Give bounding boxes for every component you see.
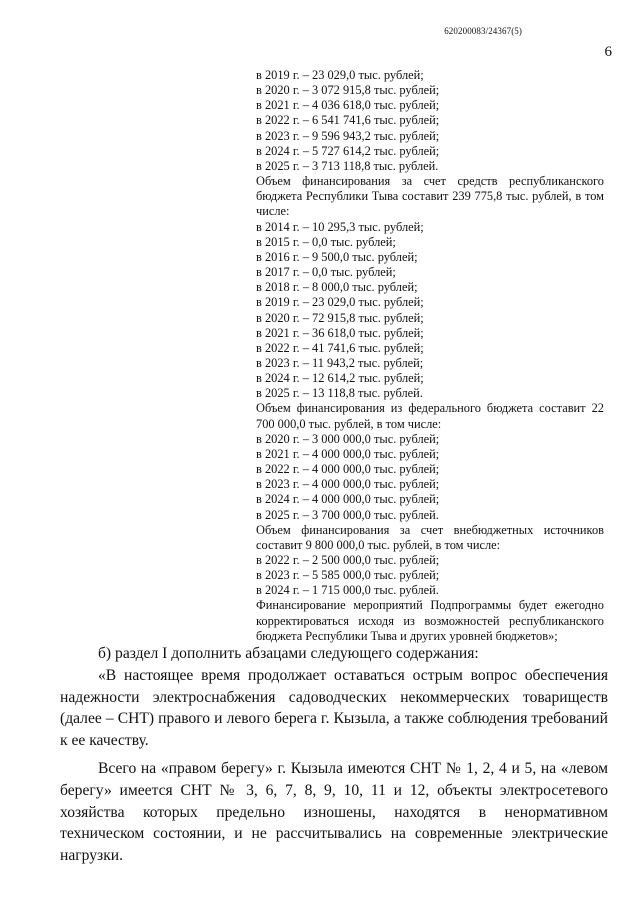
document-id: 620200083/24367(5) — [444, 26, 522, 36]
year-amount-line: в 2020 г. – 3 072 915,8 тыс. рублей; — [256, 83, 440, 98]
year-amount-line: в 2024 г. – 1 715 000,0 тыс. рублей. — [256, 583, 439, 598]
paragraph-snt-list: Всего на «правом берегу» г. Кызыла имеются СНТ № 1, 2, 4 и 5, на «левом берегу» имеется СНТ № 3, 6, 7, 8, 9, 10, 11 и 12, объекты электросетевого хозяйства которых предельно изношены, находятся в ненормативном техническом состоянии, и не рассчитывались на современные электрические нагрузки. — [60, 759, 608, 865]
year-amount-line: в 2020 г. – 72 915,8 тыс. рублей; — [256, 310, 424, 325]
year-amount-line: в 2021 г. – 36 618,0 тыс. рублей; — [256, 325, 424, 340]
year-amount-line: в 2023 г. – 4 000 000,0 тыс. рублей; — [256, 477, 440, 492]
year-amount-line: в 2022 г. – 4 000 000,0 тыс. рублей; — [256, 462, 440, 477]
extrabudgetary-intro: Объем финансирования за счет внебюджетных источников составит 9 800 000,0 тыс. рублей, в том числе: — [256, 522, 604, 552]
year-amount-line: в 2019 г. – 23 029,0 тыс. рублей; — [256, 295, 424, 310]
year-amount-line: в 2025 г. – 13 118,8 тыс. рублей. — [256, 386, 423, 401]
item-b-heading: б) раздел I дополнить абзацами следующего содержания: — [98, 645, 479, 662]
year-amount-line: в 2022 г. – 6 541 741,6 тыс. рублей; — [256, 113, 440, 128]
extrabudgetary-years-list — [256, 553, 604, 598]
year-amount-line: в 2024 г. – 4 000 000,0 тыс. рублей; — [256, 492, 440, 507]
regional-years-list — [256, 220, 604, 402]
year-amount-line: в 2017 г. – 0,0 тыс. рублей; — [256, 265, 396, 280]
year-amount-line: в 2018 г. – 8 000,0 тыс. рублей; — [256, 280, 418, 295]
year-amount-line: в 2023 г. – 9 596 943,2 тыс. рублей; — [256, 128, 440, 143]
year-amount-line: в 2021 г. – 4 036 618,0 тыс. рублей; — [256, 98, 440, 113]
year-amount-line: в 2021 г. – 4 000 000,0 тыс. рублей; — [256, 446, 440, 461]
year-amount-line: в 2016 г. – 9 500,0 тыс. рублей; — [256, 249, 418, 264]
financing-years-list — [256, 68, 604, 174]
year-amount-line: в 2024 г. – 5 727 614,2 тыс. рублей; — [256, 143, 440, 158]
year-amount-line: в 2022 г. – 41 741,6 тыс. рублей; — [256, 340, 424, 355]
federal-budget-intro: Объем финансирования из федерального бюджета составит 22 700 000,0 тыс. рублей, в том числе: — [256, 401, 604, 431]
year-amount-line: в 2025 г. – 3 700 000,0 тыс. рублей. — [256, 507, 439, 522]
financing-table-cell — [256, 68, 604, 644]
closing-note: Финансирование мероприятий Подпрограммы будет ежегодно корректироваться исходя из возможностей республиканского бюджета Республики Тыва и других уровней бюджетов»; — [256, 598, 604, 643]
year-amount-line: в 2019 г. – 23 029,0 тыс. рублей; — [256, 68, 424, 82]
year-amount-line: в 2023 г. – 11 943,2 тыс. рублей; — [256, 355, 424, 370]
year-amount-line: в 2014 г. – 10 295,3 тыс. рублей; — [256, 219, 424, 234]
year-amount-line: в 2025 г. – 3 713 118,8 тыс. рублей. — [256, 158, 439, 173]
year-amount-line: в 2022 г. – 2 500 000,0 тыс. рублей; — [256, 553, 440, 567]
page-number: 6 — [604, 44, 612, 60]
paragraph-reliability: «В настоящее время продолжает оставаться острым вопрос обеспечения надежности электроснабжения садоводческих некоммерческих товариществ (далее – СНТ) правого и левого берега г. Кызыла, а также соблюдения требований к ее качеству. — [60, 666, 608, 750]
year-amount-line: в 2015 г. – 0,0 тыс. рублей; — [256, 234, 396, 249]
regional-budget-intro: Объем финансирования за счет средств республиканского бюджета Республики Тыва составит 239 775,8 тыс. рублей, в том числе: — [256, 174, 604, 219]
federal-years-list — [256, 432, 604, 523]
year-amount-line: в 2024 г. – 12 614,2 тыс. рублей; — [256, 371, 424, 386]
year-amount-line: в 2020 г. – 3 000 000,0 тыс. рублей; — [256, 431, 440, 446]
body-text — [60, 643, 608, 867]
year-amount-line: в 2023 г. – 5 585 000,0 тыс. рублей; — [256, 568, 440, 583]
